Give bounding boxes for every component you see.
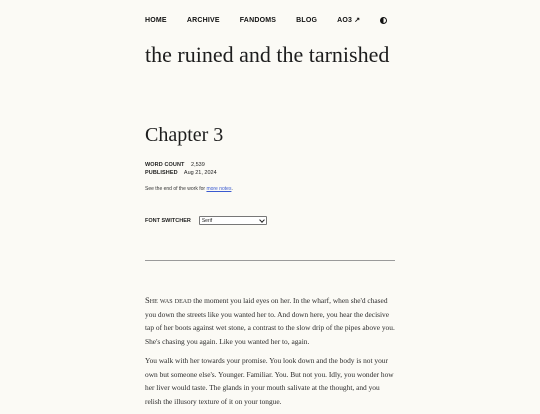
published-value: Aug 21, 2024: [183, 170, 217, 176]
font-select[interactable]: [199, 216, 267, 225]
font-select-value: Serif: [201, 217, 213, 224]
word-count-value: 2,539: [191, 162, 205, 168]
nav-ao3-link[interactable]: AO3 ↗: [337, 17, 361, 24]
nav-archive-link[interactable]: ARCHIVE: [186, 16, 220, 24]
published-row: [145, 168, 217, 178]
note-prefix: See the end of the work for: [145, 186, 207, 192]
paragraph-1-text: the moment you laid eyes on her. In the wharf, when she'd chased you down the streets like you wanted her to. And down here, you hear the decisive tap of her boots against wet stone, a contrast to the slow drip of the pipes above you. She's chasing you again. Like you wanted her to, again.: [145, 296, 395, 346]
top-nav: [145, 16, 387, 24]
chapter-title: Chapter 3: [145, 124, 224, 146]
nav-blog-link[interactable]: BLOG: [296, 16, 318, 24]
work-title: the ruined and the tarnished: [145, 42, 390, 67]
story-paragraph: You walk with her towards your promise. You look down and the body is not your own but someone else's. Younger. Familiar. You. But not you. Idly, you wonder how her liver would taste. The glands in your mouth salivate at the thought, and you relish the illusory texture of it on your tongue.: [145, 356, 394, 406]
font-switcher-label: FONT SWITCHER: [145, 217, 191, 224]
theme-toggle-icon[interactable]: [380, 17, 387, 24]
word-count-label: WORD COUNT: [145, 162, 185, 168]
story-paragraph: [145, 294, 395, 348]
published-label: PUBLISHED: [145, 170, 178, 176]
section-divider: [145, 260, 395, 261]
nav-home-link[interactable]: HOME: [145, 16, 167, 24]
story-text: [145, 294, 395, 414]
work-meta: [145, 160, 217, 178]
font-switcher: [145, 216, 267, 225]
note-suffix: .: [231, 186, 233, 192]
chevron-down-icon: [259, 217, 265, 223]
nav-fandoms-link[interactable]: FANDOMS: [239, 16, 277, 24]
drop-lead: She was dead: [145, 295, 192, 305]
more-notes-link[interactable]: more notes: [206, 186, 232, 192]
end-notes-pointer: [145, 186, 233, 192]
